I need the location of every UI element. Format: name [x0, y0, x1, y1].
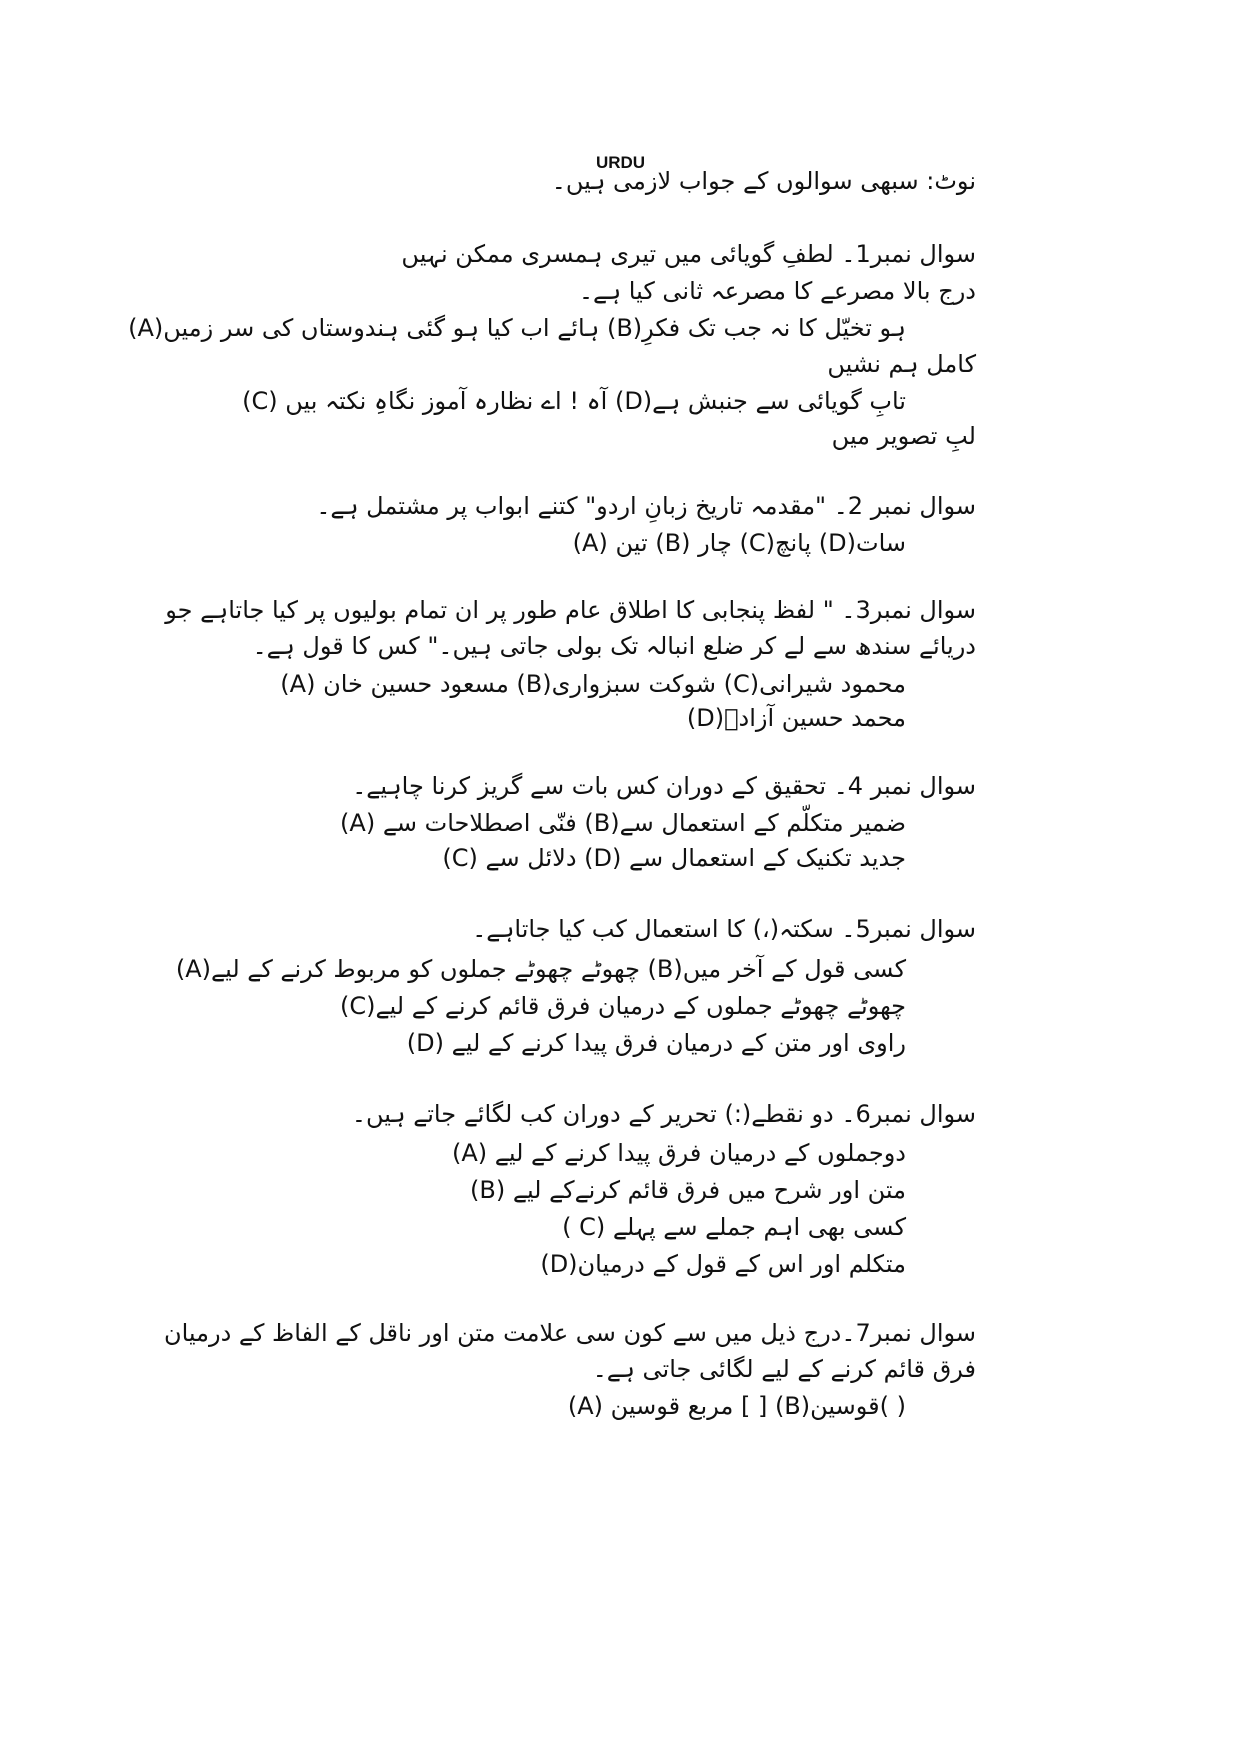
- question-5-option: (A)چھوٹے چھوٹے جملوں کو مربوط کرنے کے لیے (B)کسی قول کے آخر میں: [175, 955, 906, 983]
- question-3-text: دریائے سندھ سے لے کر ضلع انبالہ تک بولی جاتی ہیں۔" کس کا قول ہے۔: [252, 632, 976, 660]
- question-1-option: (A)ہائے اب کیا ہو گئی ہندوستاں کی سر زمیں (B)ہو تخیّل کا نہ جب تک فکرِ: [128, 314, 906, 342]
- question-7-text: فرق قائم کرنے کے لیے لگائی جاتی ہے۔: [592, 1355, 976, 1383]
- question-4-option: (C) دلائل سے (D) جدید تکنیک کے استعمال سے: [442, 844, 906, 872]
- question-1-option: (C) آہ ! اے نظارہ آموز نگاہِ نکتہ بیں (D)تابِ گویائی سے جنبش ہے: [242, 387, 906, 415]
- question-4-text: سوال نمبر 4۔ تحقیق کے دوران کس بات سے گریز کرنا چاہیے۔: [352, 772, 976, 800]
- instructions-note: نوٹ: سبھی سوالوں کے جواب لازمی ہیں۔: [551, 167, 976, 195]
- question-7-text: سوال نمبر7۔درج ذیل میں سے کون سی علامت متن اور ناقل کے الفاظ کے درمیان: [163, 1319, 976, 1347]
- question-1-option: کامل ہم نشیں: [827, 350, 976, 378]
- question-3-option: (D)محمد حسین آزادؔ: [686, 704, 906, 732]
- question-6-option: (B) متن اور شرح میں فرق قائم کرنےکے لیے: [470, 1176, 906, 1204]
- question-2-text: سوال نمبر 2۔ "مقدمہ تاریخ زبانِ اردو" کتنے ابواب پر مشتمل ہے۔: [316, 492, 976, 520]
- question-5-option: (D) راوی اور متن کے درمیان فرق پیدا کرنے کے لیے: [406, 1029, 906, 1057]
- subject-heading: URDU: [595, 153, 646, 172]
- question-7-option: (A) مربع قوسین [ ] (B)قوسین( ): [567, 1392, 906, 1420]
- question-3-option: (A) مسعود حسین خان (B)شوکت سبزواری (C)محمود شیرانی: [280, 670, 906, 698]
- question-6-option: (A) دوجملوں کے درمیان فرق پیدا کرنے کے لیے: [452, 1139, 906, 1167]
- question-3-text: سوال نمبر3۔ " لفظ پنجابی کا اطلاق عام طور پر ان تمام بولیوں پر کیا جاتاہے جو: [165, 596, 976, 624]
- question-1-text: درج بالا مصرعے کا مصرعہ ثانی کیا ہے۔: [578, 277, 976, 305]
- question-6-option: (D)متکلم اور اس کے قول کے درمیان: [540, 1250, 906, 1278]
- question-2-option: (A) تین (B) چار (C)پانچ (D)سات: [572, 529, 906, 557]
- question-5-text: سوال نمبر5۔ سکتہ(،) کا استعمال کب کیا جاتاہے۔: [472, 915, 976, 943]
- question-4-option: (A) فنّی اصطلاحات سے (B)ضمیر متکلّم کے استعمال سے: [340, 809, 906, 837]
- question-5-option: (C)چھوٹے چھوٹے جملوں کے درمیان فرق قائم کرنے کے لیے: [340, 992, 906, 1020]
- question-6-option: ( C) کسی بھی اہم جملے سے پہلے: [562, 1213, 906, 1241]
- question-1-text: سوال نمبر1۔ لطفِ گویائی میں تیری ہمسری ممکن نہیں: [401, 240, 976, 268]
- question-1-option: لبِ تصویر میں: [831, 422, 976, 450]
- question-6-text: سوال نمبر6۔ دو نقطے(:) تحریر کے دوران کب لگائے جاتے ہیں۔: [351, 1100, 976, 1128]
